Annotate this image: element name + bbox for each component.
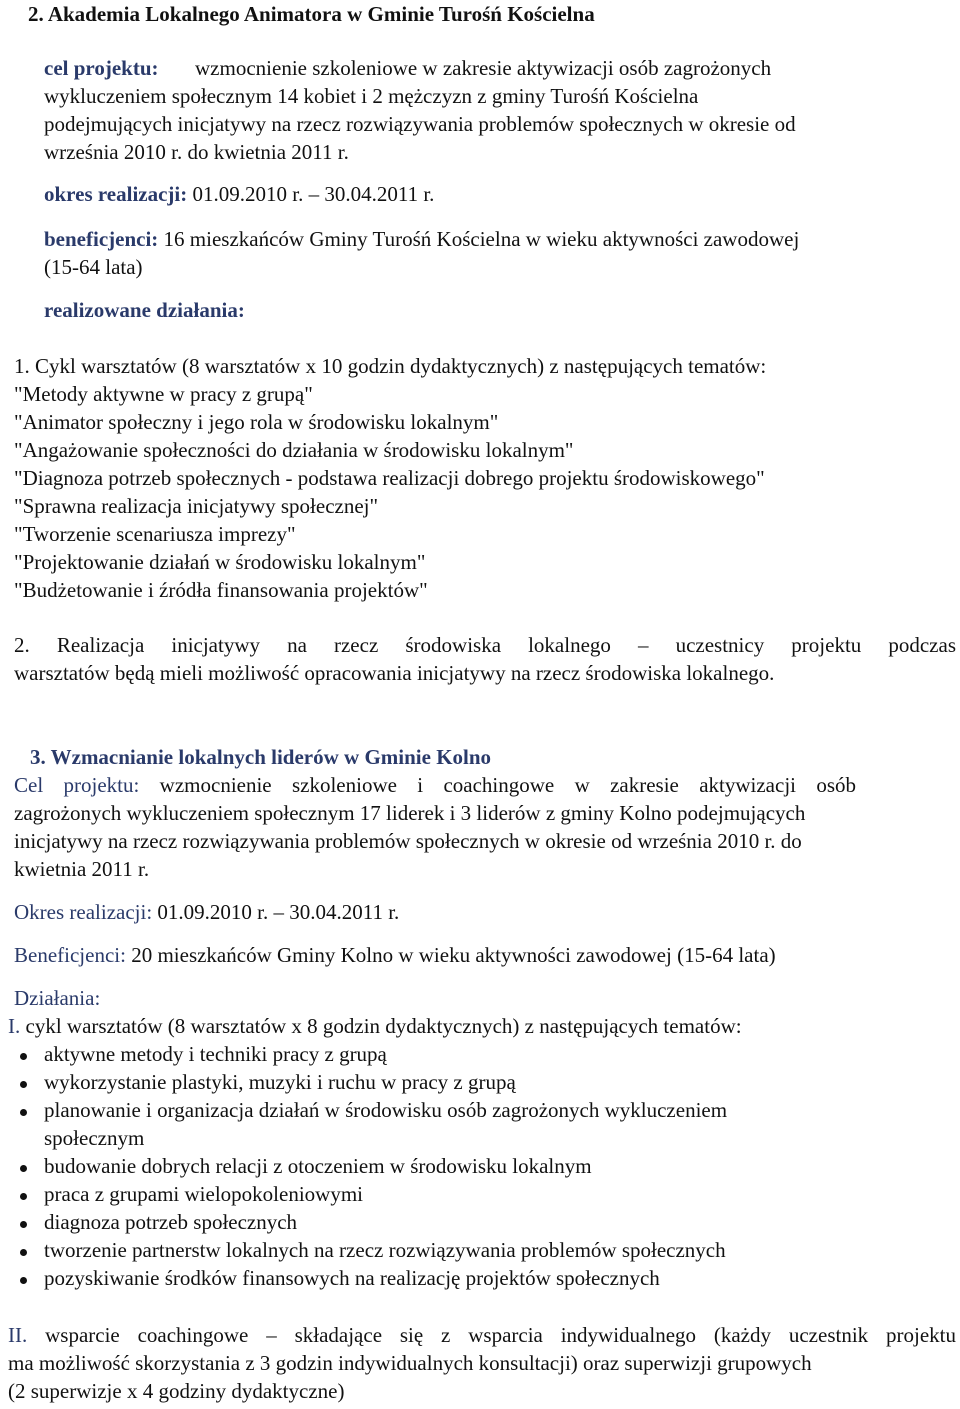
s3-ii-line2: ma możliwość skorzystania z 3 godzin indywidualnych konsultacji) oraz superwizji grupowych: [8, 1351, 812, 1375]
section2-heading: 2. Akademia Lokalnego Animatora w Gminie Turośń Kościelna: [28, 2, 595, 26]
s2-item1-line5: "Diagnoza potrzeb społecznych - podstawa realizacji dobrego projektu środowiskowego": [14, 466, 765, 490]
s3-cykl-num: I.: [8, 1014, 21, 1038]
bullet-dot: [20, 1277, 27, 1284]
s3-cel-line3: inicjatywy na rzecz rozwiązywania problemów społecznych w okresie od września 2010 r. do: [14, 829, 802, 853]
bullet-dot: [20, 1249, 27, 1256]
bullet-dot: [20, 1053, 27, 1060]
bullet-item: aktywne metody i techniki pracy z grupą: [44, 1042, 387, 1066]
s3-dzialania-label: Działania:: [14, 986, 101, 1010]
bullet-item: tworzenie partnerstw lokalnych na rzecz rozwiązywania problemów społecznych: [44, 1238, 726, 1262]
s2-benef-label: beneficjenci:: [44, 227, 159, 251]
bullet-item: diagnoza potrzeb społecznych: [44, 1210, 298, 1234]
s2-cel-line1: [44, 54, 958, 83]
s3-cel-line2: zagrożonych wykluczeniem społecznym 17 liderek i 3 liderów z gminy Kolno podejmujących: [14, 801, 806, 825]
bullet-item: pozyskiwanie środków finansowych na realizację projektów społecznych: [44, 1266, 660, 1290]
bullet-dot: [20, 1221, 27, 1228]
s2-benef-line2: (15-64 lata): [44, 255, 143, 279]
bullet-dot: [20, 1193, 27, 1200]
s2-dzialania-label: realizowane działania:: [44, 298, 245, 322]
bullet-item: budowanie dobrych relacji z otoczeniem w środowisku lokalnym: [44, 1154, 592, 1178]
bullet-dot: [20, 1165, 27, 1172]
s3-cel-label: Cel projektu:: [14, 773, 140, 797]
s2-item2-line2: warsztatów będą mieli możliwość opracowania inicjatywy na rzecz środowiska lokalnego.: [14, 661, 775, 685]
s2-item2-line1: 2. Realizacja inicjatywy na rzecz środowiska lokalnego – uczestnicy projektu podczas: [14, 633, 956, 657]
s2-item1-line1: 1. Cykl warsztatów (8 warsztatów x 10 godzin dydaktycznych) z następujących tematów:: [14, 354, 767, 378]
s2-cel-line3: podejmujących inicjatywy na rzecz rozwiązywania problemów społecznych w okresie od: [44, 112, 796, 136]
s2-okres-label: okres realizacji:: [44, 182, 188, 206]
bullet-item: planowanie i organizacja działań w środowisku osób zagrożonych wykluczeniem: [44, 1098, 728, 1122]
s2-cel-line2: wykluczeniem społecznym 14 kobiet i 2 mężczyzn z gminy Turośń Kościelna: [44, 84, 699, 108]
s3-cel-line1: [14, 771, 856, 800]
s3-ii-line1: [8, 1321, 956, 1350]
bullet-item-continuation: społecznym: [44, 1126, 145, 1150]
bullet-dot: [20, 1109, 27, 1116]
s2-cel-text: wzmocnienie szkoleniowe w zakresie aktywizacji osób zagrożonych: [195, 56, 772, 80]
s2-okres-value: 01.09.2010 r. – 30.04.2011 r.: [192, 182, 435, 206]
s2-benef-text: 16 mieszkańców Gminy Turośń Kościelna w wieku aktywności zawodowej: [163, 227, 800, 251]
s3-cel-text: wzmocnienie szkoleniowe i coachingowe w zakresie aktywizacji osób: [159, 773, 857, 797]
s3-cykl-text: cykl warsztatów (8 warsztatów x 8 godzin dydaktycznych) z następujących tematów:: [25, 1014, 742, 1038]
bullet-item: praca z grupami wielopokoleniowymi: [44, 1182, 363, 1206]
bullet-dot: [20, 1081, 27, 1088]
s2-item1-line6: "Sprawna realizacja inicjatywy społecznej": [14, 494, 379, 518]
s3-cykl: [8, 1012, 742, 1041]
s3-benef-label: Beneficjenci:: [14, 943, 126, 967]
s3-benef-value: 20 mieszkańców Gminy Kolno w wieku aktywności zawodowej (15-64 lata): [131, 943, 776, 967]
s2-okres: [44, 180, 434, 209]
bullet-item: wykorzystanie plastyki, muzyki i ruchu w pracy z grupą: [44, 1070, 516, 1094]
s2-item1-line4: "Angażowanie społeczności do działania w środowisku lokalnym": [14, 438, 574, 462]
s2-cel-label: cel projektu:: [44, 56, 159, 80]
s3-cel-line4: kwietnia 2011 r.: [14, 857, 150, 881]
section3-heading: 3. Wzmacnianie lokalnych liderów w Gminie Kolno: [30, 745, 492, 769]
s3-okres: [14, 898, 399, 927]
s2-benef-line1: [44, 225, 799, 254]
s3-okres-value: 01.09.2010 r. – 30.04.2011 r.: [157, 900, 400, 924]
s2-item1-line8: "Projektowanie działań w środowisku lokalnym": [14, 550, 426, 574]
s2-item1-line3: "Animator społeczny i jego rola w środowisku lokalnym": [14, 410, 499, 434]
s2-cel-line4: września 2010 r. do kwietnia 2011 r.: [44, 140, 349, 164]
s3-ii-text: wsparcie coachingowe – składające się z wsparcia indywidualnego (każdy uczestnik projektu: [45, 1323, 956, 1347]
s2-item1-line2: "Metody aktywne w pracy z grupą": [14, 382, 313, 406]
s3-benef: [14, 941, 776, 970]
s3-okres-label: Okres realizacji:: [14, 900, 153, 924]
s2-item1-line9: "Budżetowanie i źródła finansowania projektów": [14, 578, 428, 602]
s3-ii-line3: (2 superwizje x 4 godziny dydaktyczne): [8, 1379, 345, 1403]
s2-item1-line7: "Tworzenie scenariusza imprezy": [14, 522, 296, 546]
s3-ii-num: II.: [8, 1323, 28, 1347]
